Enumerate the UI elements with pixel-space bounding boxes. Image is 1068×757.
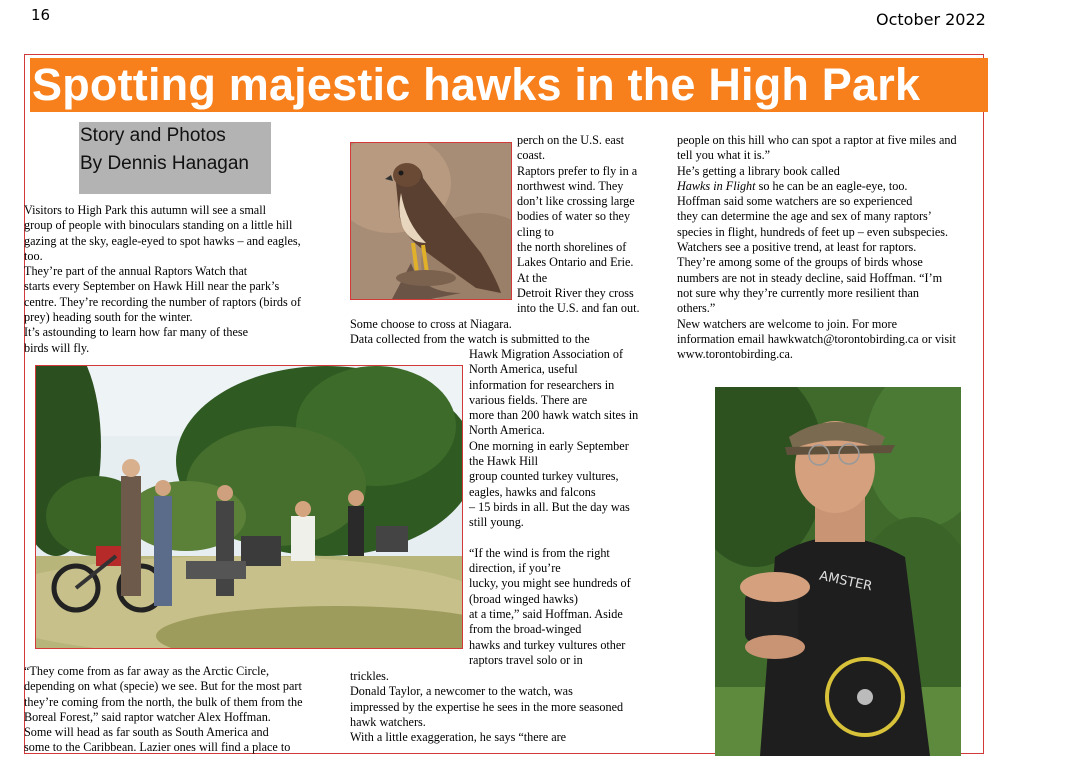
text-line: Data collected from the watch is submitted to the [350,332,590,347]
text-line: the north shorelines of [517,240,627,255]
page-number: 16 [31,6,51,24]
text-line: group counted turkey vultures, [469,469,619,484]
hawk-photo-image [351,143,512,300]
issue-date: October 2022 [876,10,986,29]
text-line: New watchers are welcome to join. For more [677,316,897,331]
text-line: trickles. [350,669,389,683]
text-line: information email hawkwatch@torontobirding.ca or visit [677,331,956,346]
text-line: northwest wind. They [517,178,624,193]
byline-line-2: By Dennis Hanagan [80,153,249,174]
text-line: Raptors prefer to fly in a [517,163,638,178]
text-line: (broad winged hawks) [469,591,578,606]
text-line: don’t like crossing large [517,194,635,209]
column-3-text [677,133,957,362]
text-line: bodies of water so they [517,209,631,224]
text-line [469,531,638,546]
text-line: eagles, hawks and falcons [469,484,596,499]
byline-line-1: Story and Photos [80,125,226,146]
text-line: information for researchers in [469,377,615,392]
column-1-bottom-text [24,664,303,756]
column-2-mid-text [350,317,590,348]
text-line: Some choose to cross at Niagara. [350,317,512,331]
text-line: www.torontobirding.ca. [677,347,793,362]
book-title: Hawks in Flight [677,178,756,193]
column-2-top-text [517,133,640,317]
text-line: It’s astounding to learn how far many of these [24,325,249,340]
text-line: They’re among some of the groups of birds whose [677,255,923,270]
text-line: starts every September on Hawk Hill near the park’s [24,279,280,294]
shirt-text: AMSTER [817,568,874,595]
text-line: at a time,” said Hoffman. Aside [469,607,623,622]
text-line: Visitors to High Park this autumn will see a small [24,203,266,217]
column-1-top-text [24,203,301,356]
text-line: too. [24,248,43,263]
hawk-photo [350,142,512,300]
text-line: Hoffman said some watchers are so experienced [677,194,913,209]
column-2-bottom-text [350,669,623,745]
text-line: so he can be an eagle-eye, too. [758,178,908,193]
text-line: One morning in early September [469,438,629,453]
text-line: gazing at the sky, eagle-eyed to spot hawks – and eagles, [24,233,301,248]
text-line: the Hawk Hill [469,454,539,469]
portrait-photo-image [715,387,961,756]
headline: Spotting majestic hawks in the High Park [32,59,921,110]
text-line: – 15 birds in all. But the day was [469,499,630,514]
text-line: prey) heading south for the winter. [24,310,193,325]
text-line: impressed by the expertise he sees in the more seasoned [350,699,624,714]
text-line: lucky, you might see hundreds of [469,576,631,591]
text-line: still young. [469,515,524,530]
text-line: some to the Caribbean. Lazier ones will find a place to [24,740,291,755]
text-line: species in flight, hundreds of feet up – even subspecies. [677,224,949,239]
text-line: Donald Taylor, a newcomer to the watch, was [350,684,573,699]
byline-box [79,122,271,194]
text-line: depending on what (specie) we see. But for the most part [24,679,302,694]
text-line: into the U.S. and fan out. [517,301,640,316]
text-line: not sure why they’re currently more resilient than [677,285,919,300]
text-line: North America, useful [469,362,578,377]
group-photo [35,365,463,649]
text-line: North America. [469,423,545,438]
text-line: raptors travel solo or in [469,652,583,667]
text-line: group of people with binoculars standing on a little hill [24,218,293,233]
text-line: people on this hill who can spot a raptor at five miles and [677,133,957,147]
text-line: cling to [517,224,554,239]
text-line: numbers are not in steady decline, said Hoffman. “I’m [677,270,943,285]
text-line: Detroit River they cross [517,285,634,300]
text-line: Boreal Forest,” said raptor watcher Alex Hoffman. [24,709,271,724]
text-line: With a little exaggeration, he says “there are [350,730,567,745]
text-line-with-book [677,179,957,194]
text-line: At the [517,270,548,285]
text-line: direction, if you’re [469,561,561,576]
group-photo-image [36,366,463,649]
column-2-body-text [469,347,638,668]
text-line: centre. They’re recording the number of raptors (birds of [24,294,301,309]
text-line: birds will fly. [24,340,90,355]
text-line: hawks and turkey vultures other [469,637,626,652]
text-line: they can determine the age and sex of many raptors’ [677,209,932,224]
text-line: others.” [677,301,716,316]
text-line: from the broad-winged [469,622,582,637]
text-line: tell you what it is.” [677,148,771,163]
text-line: They’re part of the annual Raptors Watch that [24,264,248,279]
text-line: “They come from as far away as the Arctic Circle, [24,664,269,678]
text-line: Watchers see a positive trend, at least for raptors. [677,240,917,255]
text-line: Some will head as far south as South America and [24,725,269,740]
text-line: various fields. There are [469,392,588,407]
text-line: Hawk Migration Association of [469,347,624,361]
text-line: coast. [517,148,546,163]
text-line: Lakes Ontario and Erie. [517,255,634,270]
text-line: perch on the U.S. east [517,133,624,147]
text-line: they’re coming from the north, the bulk of them from the [24,694,303,709]
text-line: “If the wind is from the right [469,545,610,560]
text-line: He’s getting a library book called [677,163,840,178]
portrait-photo [715,387,961,756]
text-line: hawk watchers. [350,714,426,729]
text-line: more than 200 hawk watch sites in [469,408,639,423]
